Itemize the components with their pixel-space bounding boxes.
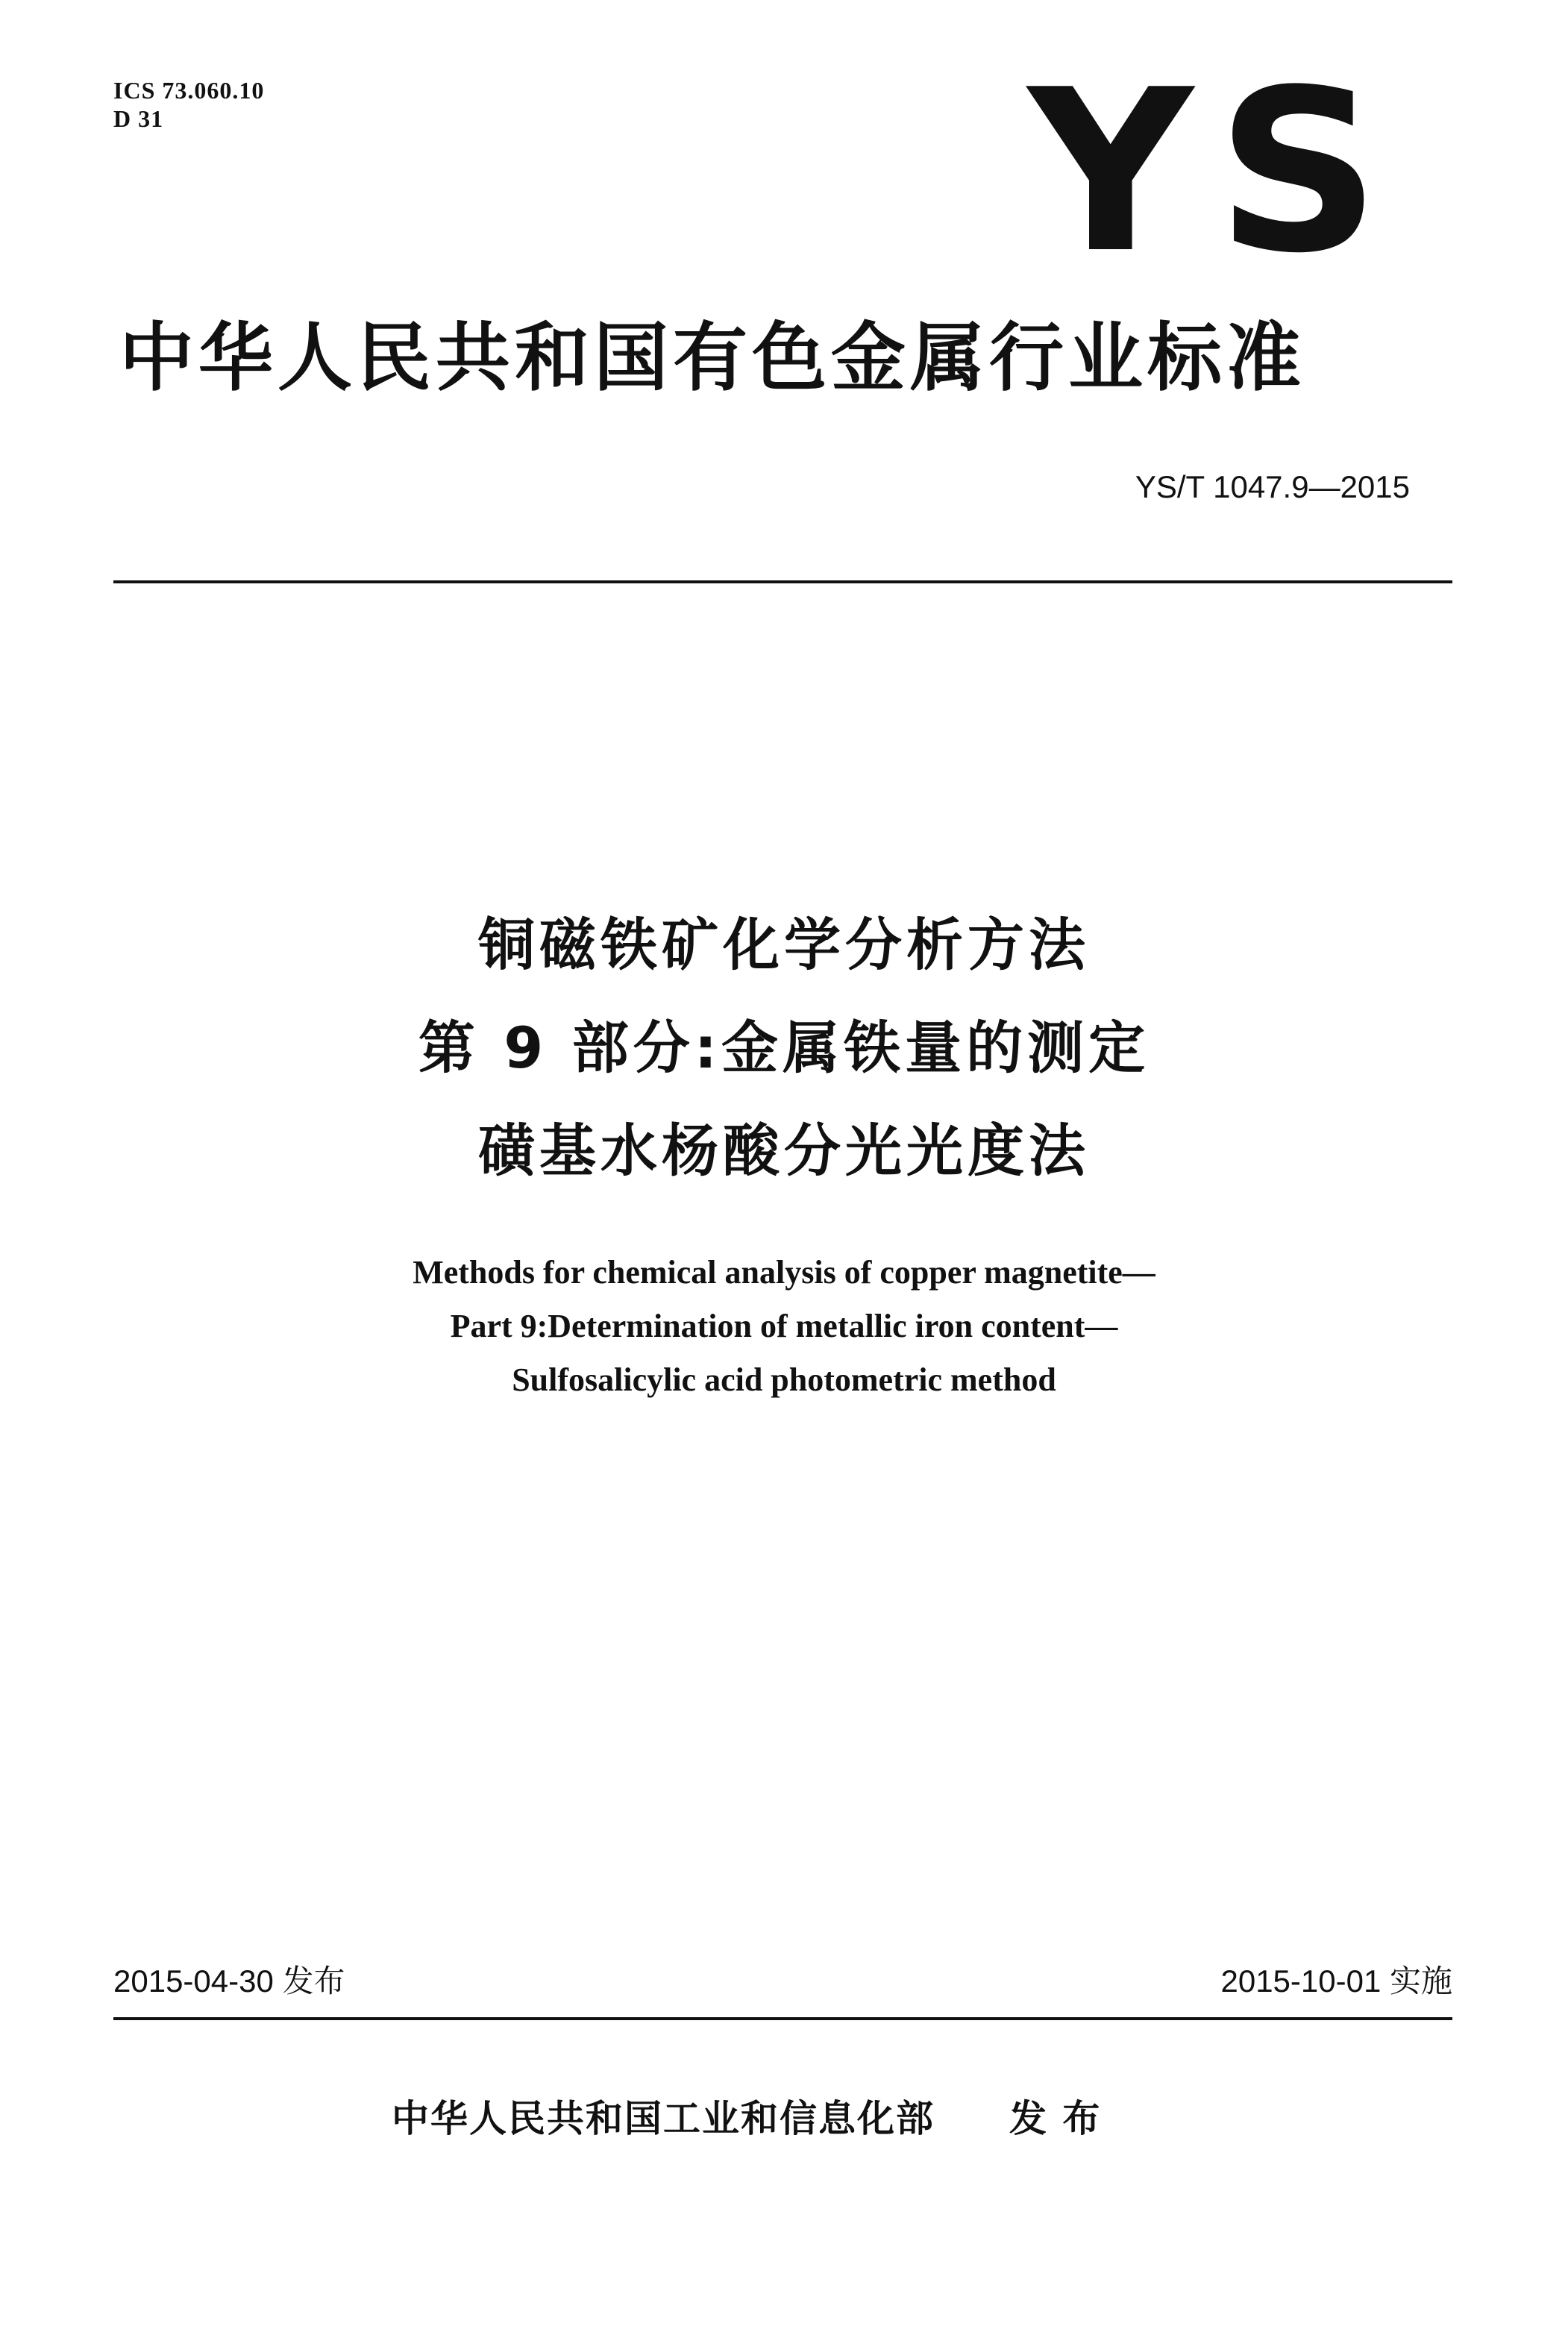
issue-date: 2015-04-30 发布 — [113, 1963, 345, 1999]
chinese-title-line-2: 第 9 部分:金属铁量的测定 — [418, 1015, 1150, 1081]
issuer-action: 发 布 — [1009, 2097, 1102, 2140]
english-title — [0, 1246, 1568, 1407]
chinese-title — [0, 894, 1568, 1203]
bottom-divider — [113, 2017, 1452, 2020]
chinese-title-line-1: 铜磁铁矿化学分析方法 — [478, 912, 1090, 978]
standard-number: YS/T 1047.9—2015 — [1135, 469, 1410, 504]
industry-standard-title: 中华人民共和国有色金属行业标准 — [119, 314, 1305, 401]
ccs-code: D 31 — [113, 105, 164, 132]
ys-logo: YS — [1028, 42, 1404, 302]
issuer — [392, 2095, 1101, 2143]
ics-code: ICS 73.060.10 — [113, 77, 265, 104]
effective-date: 2015-10-01 实施 — [1220, 1963, 1452, 1999]
classification-codes — [113, 76, 264, 133]
english-title-line-1: Methods for chemical analysis of copper magnetite— — [413, 1254, 1155, 1291]
top-divider — [113, 580, 1452, 583]
chinese-title-line-3: 磺基水杨酸分光光度法 — [478, 1118, 1090, 1184]
issuer-name: 中华人民共和国工业和信息化部 — [392, 2097, 935, 2140]
english-title-line-3: Sulfosalicylic acid photometric method — [512, 1361, 1056, 1398]
english-title-line-2: Part 9:Determination of metallic iron content— — [450, 1308, 1118, 1344]
